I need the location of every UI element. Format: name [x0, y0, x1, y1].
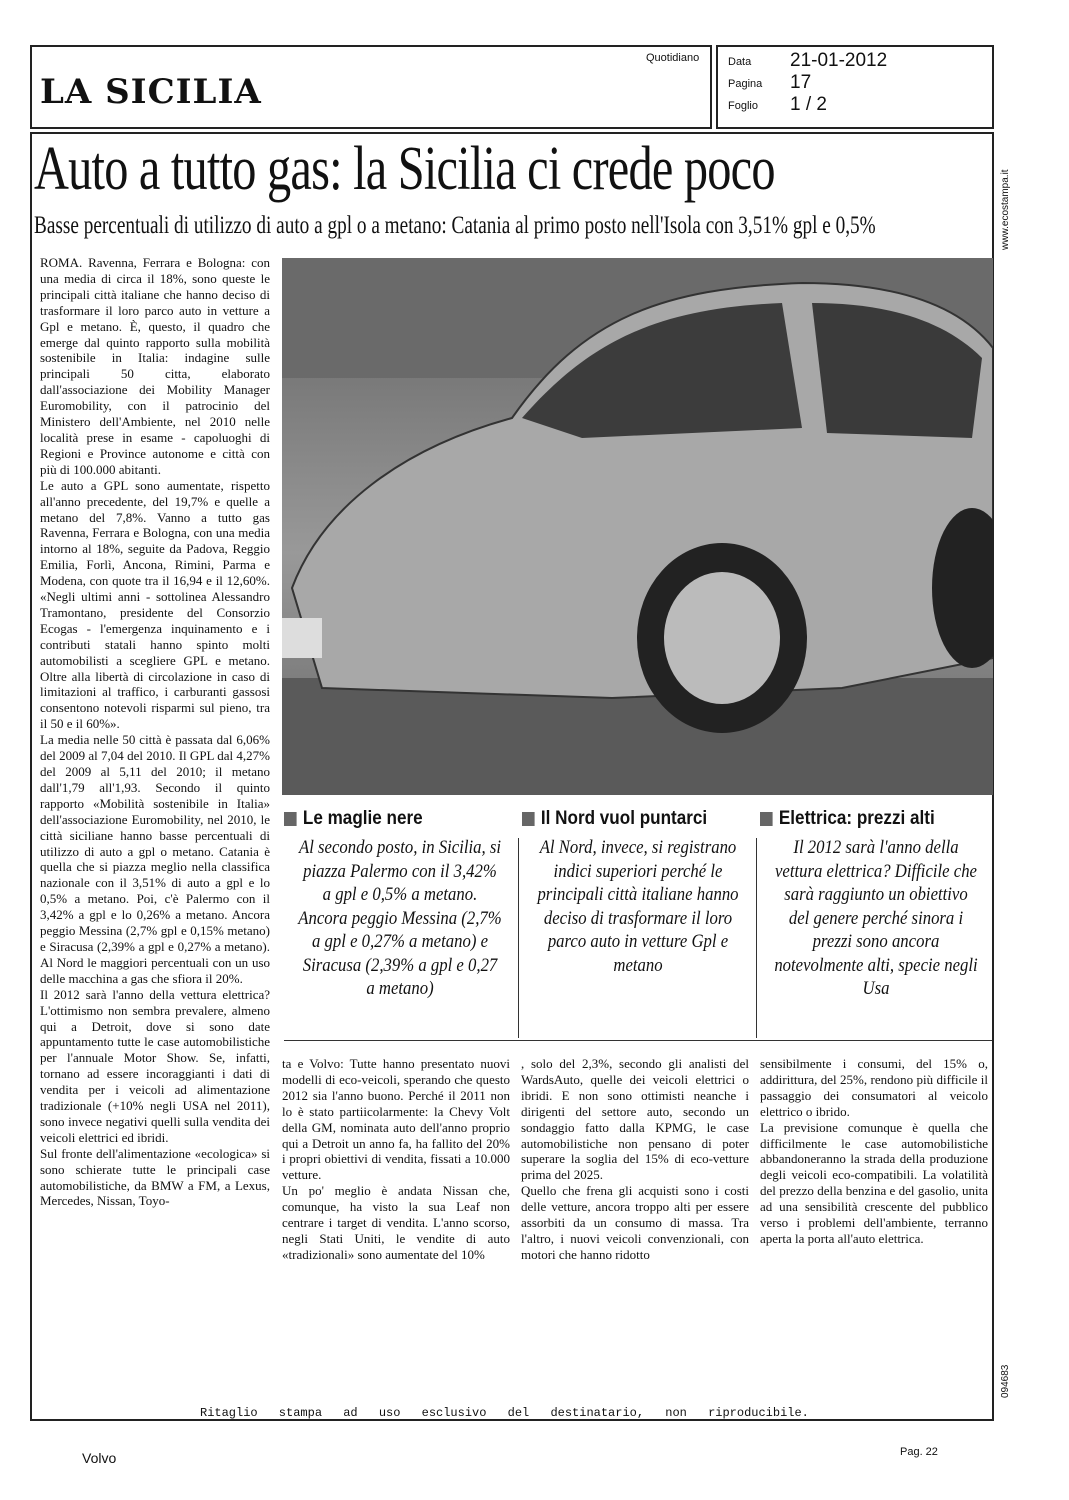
- divider: [284, 1040, 992, 1041]
- paragraph: Quello che frena gli acquisti sono i costi delle vetture, ancora troppo alti per essere assorbiti da un consumo di massa. Tra l'altro, i nuovi veicoli convenzionali, con motori che hanno ridotto: [521, 1183, 749, 1262]
- callout-body: Il 2012 sarà l'anno della vettura elettrica? Difficile che sarà raggiunto un obiettivo del genere perché sinora i prezzi sono ancora notevolmente alti, specie negli Usa: [774, 837, 978, 999]
- article-subtitle: Basse percentuali di utilizzo di auto a gpl o a metano: Catania al primo posto nell'Isola con 3,51% gpl e 0,5%: [34, 212, 876, 239]
- masthead: LA SICILIA: [40, 72, 262, 112]
- column-3: [521, 1056, 749, 1263]
- paragraph: La previsione comunque è quella che difficilmente le case automobilistiche abbandoneranno la strada della produzione degli veicoli eco-compatibili. La volatilità del prezzo della benzina e del gasolio, unita ad una sensibilità crescente del pubblico verso i problemi dell'ambiente, terranno aperta la porta all'auto elettrica.: [760, 1119, 988, 1246]
- paragraph: La media nelle 50 città è passata dal 6,06% del 2009 al 7,04 del 2010. Il GPL dal 4,27% del 2009 al 5,11 del 2010; il metano dall'1,79 all'1,93. Secondo il quinto rapporto «Mobilità sostenibile in Italia» dell'associazione Euromobility, nel 2010, le città siciliane hanno basse percentuali di utilizzo di auto a gpl o metano. Catania è quella che si piazza meglio nella classifica nazionale con il 3,51% di auto a gpl e lo 0,5% a metano. Poi, c'è Palermo con il 3,42% a gpl e lo 0,26% a metano. Ancora peggio Messina (2,7% gpl e 0,15% metano) e Siracusa (2,39% a gpl e 0,27% a metano). Al Nord le maggiori percentuali con un uso delle macchina a gas che sfiora il 20%.: [40, 732, 270, 986]
- paragraph: ta e Volvo: Tutte hanno presentato nuovi modelli di eco-veicoli, sperando che questo 2012 sia l'anno buono. Perché il 2011 non lo è stato partiicolarmente: la Chevy Volt della GM, nominata auto dell'anno proprio qui a Detroit un anno fa, ha fallito del 20% i propri obiettivi di vendita, fissati a 10.000 vetture.: [282, 1056, 510, 1183]
- data-label: Data: [728, 56, 752, 68]
- reproduction-notice: Ritaglio stampa ad uso esclusivo del destinatario, non riproducibile.: [200, 1406, 809, 1420]
- callout-le-maglie-nere: [284, 808, 516, 1001]
- paragraph: Le auto a GPL sono aumentate, rispetto all'anno precedente, del 19,7% e quelle a metano del 7,8%. Vanno a tutto gas Ravenna, Ferrara e Bologna, con una media intorno al 18%, seguite da Padova, Reggio Emilia, Forlì, Ancona, Rimini, Parma e Modena, con quote tra il 16,94 e il 12,60%. «Negli ultimi anni - sottolinea Alessandro Tramontano, presidente del Consorzio Ecogas - l'emergenza inquinamento e i contributi statali hanno spinto molti automobilisti a scegliere GPL e metano. Oltre alla libertà di circolazione in caso di limitazioni al traffico, i carburanti gassosi consentono notevoli risparmi sul pieno, tra il 50 e il 60%».: [40, 477, 270, 732]
- square-bullet-icon: [522, 812, 535, 826]
- publication-type: Quotidiano: [646, 52, 700, 64]
- callout-il-nord: [522, 808, 754, 977]
- callout-title: Elettrica: prezzi alti: [778, 808, 935, 829]
- square-bullet-icon: [760, 812, 773, 826]
- callout-title: Le maglie nere: [302, 808, 423, 829]
- code-vertical: 094683: [1000, 1364, 1011, 1398]
- car-photo: [282, 258, 993, 795]
- square-bullet-icon: [284, 812, 297, 826]
- website-vertical: www.ecostampa.it: [1000, 169, 1011, 250]
- callout-body: Al secondo posto, in Sicilia, si piazza Palermo con il 3,42% a gpl e 0,5% a metano. Ancora peggio Messina (2,7% a gpl e 0,27% a metano) e Siracusa (2,39% a gpl e 0,27 a metano): [298, 837, 502, 999]
- column-4: [760, 1056, 988, 1247]
- pagina-label: Pagina: [728, 78, 763, 90]
- foglio-value: 1 / 2: [790, 94, 827, 115]
- paragraph: Il 2012 sarà l'anno della vettura elettrica? L'ottimismo non sembra prevalere, almeno qui a Detroit, dove si sono date appuntamento tutte le case automobilistiche per l'annuale Motor Show. Se, infatti, tornano ad essere incoraggianti i dati di vendita per i veicoli ad alimentazione tradizionale (+10% negli USA nel 2011), sono invece negativi quelli sulla vendita dei veicoli elettrici ed ibridi.: [40, 986, 270, 1145]
- pagina-value: 17: [790, 72, 812, 93]
- foglio-label: Foglio: [728, 100, 758, 112]
- callout-elettrica: [760, 808, 992, 1001]
- column-1: [40, 255, 270, 1209]
- column-2: [282, 1056, 510, 1263]
- paragraph: Un po' meglio è andata Nissan che, comunque, ha visto la sua Leaf non centrare i target di vendita. L'anno scorso, negli Stati Uniti, le vendite di auto «tradizionali» sono aumentate del 10%: [282, 1183, 510, 1262]
- paragraph: Sul fronte dell'alimentazione «ecologica» si sono schierate tutte le principali case automobilistiche, da BMW a FM, a Lexus, Mercedes, Nissan, Toyo-: [40, 1145, 270, 1209]
- page-number: Pag. 22: [900, 1446, 938, 1458]
- divider: [518, 838, 519, 1038]
- paragraph: , solo del 2,3%, secondo gli analisti del WardsAuto, quelle dei veicoli elettrici o ibridi. E non sono ottimisti neanche i dirigenti del settore auto, secondo un sondaggio fatto dalla KPMG, le case automobilistiche non pensano di poter superare la soglia del 15% di eco-vetture prima del 2025.: [521, 1056, 749, 1183]
- callout-title: Il Nord vuol puntarci: [540, 808, 708, 829]
- keyword-label: Volvo: [82, 1450, 117, 1466]
- paragraph: sensibilmente i consumi, del 15% o, addirittura, del 25%, rendono più difficile il passaggio dei consumatori al veicolo elettrico o ibrido.: [760, 1056, 988, 1119]
- divider: [756, 838, 757, 1038]
- data-value: 21-01-2012: [790, 50, 888, 71]
- callout-body: Al Nord, invece, si registrano indici superiori perché le principali città italiane hanno deciso di trasformare il loro parco auto in vetture Gpl e metano: [537, 837, 739, 976]
- article-title: Auto a tutto gas: la Sicilia ci crede poco: [34, 135, 775, 203]
- paragraph: ROMA. Ravenna, Ferrara e Bologna: con una media di circa il 18%, sono queste le principali città italiane che hanno deciso di trasformare il loro parco auto in vetture a Gpl e metano. È, questo, il quadro che emerge dal quinto rapporto sulla mobilità sostenibile in Italia: indagine sulle principali 50 citta, elaborato dall'associazione dei Mobility Manager Euromobility, con il patrocinio del Ministero dell'Ambiente, nel 2010 nelle località prese in esame - capoluoghi di Regioni e Province autonome e città con più di 100.000 abitanti.: [40, 255, 270, 477]
